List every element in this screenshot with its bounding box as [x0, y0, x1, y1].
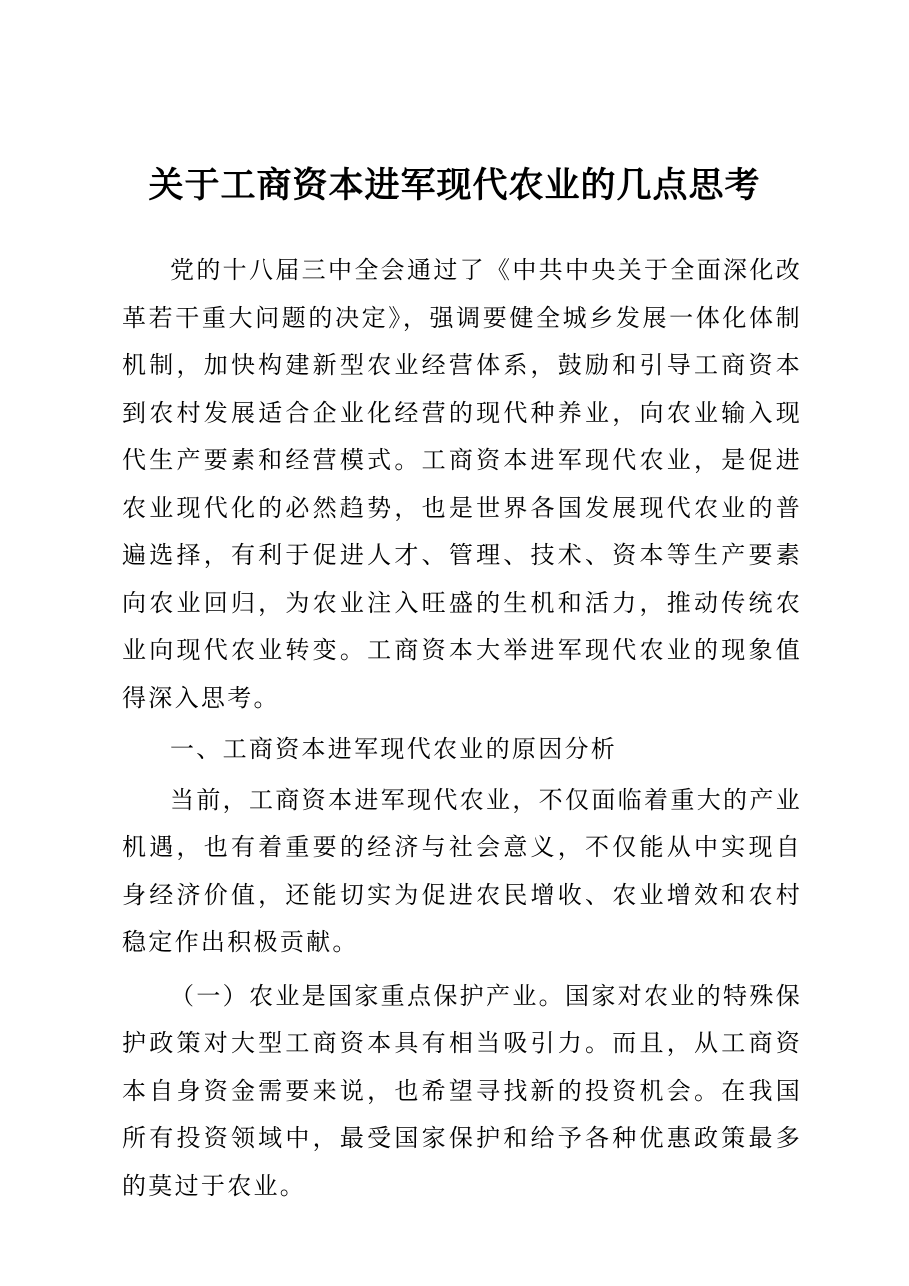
- section-1-paragraph: 当前，工商资本进军现代农业，不仅面临着重大的产业机遇，也有着重要的经济与社会意义，不仅能从中实现自身经济价值，还能切实为促进农民增收、农业增效和农村稳定作出积极贡献。: [122, 785, 802, 956]
- section-heading-1: 一、工商资本进军现代农业的原因分析: [170, 735, 618, 763]
- document-title: 关于工商资本进军现代农业的几点思考: [148, 165, 761, 206]
- subsection-1-paragraph: （一）农业是国家重点保护产业。国家对农业的特殊保护政策对大型工商资本具有相当吸引力。而且，从工商资本自身资金需要来说，也希望寻找新的投资机会。在我国所有投资领域中，最受国家保护和给予各种优惠政策最多的莫过于农业。: [122, 981, 802, 1200]
- intro-paragraph: 党的十八届三中全会通过了《中共中央关于全面深化改革若干重大问题的决定》，强调要健全城乡发展一体化体制机制，加快构建新型农业经营体系，鼓励和引导工商资本到农村发展适合企业化经营的现代种养业，向农业输入现代生产要素和经营模式。工商资本进军现代农业，是促进农业现代化的必然趋势，也是世界各国发展现代农业的普遍选择，有利于促进人才、管理、技术、资本等生产要素向农业回归，为农业注入旺盛的生机和活力，推动传统农业向现代农业转变。工商资本大举进军现代农业的现象值得深入思考。: [122, 256, 802, 712]
- document-body: [122, 247, 802, 1210]
